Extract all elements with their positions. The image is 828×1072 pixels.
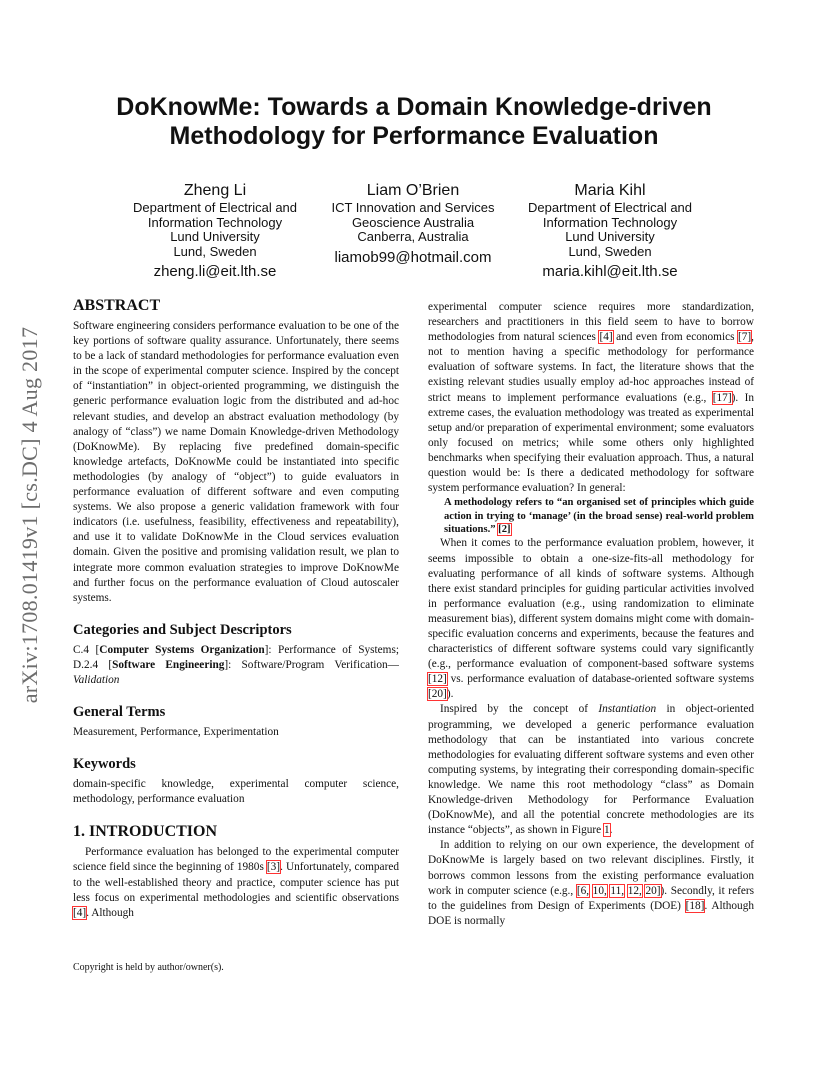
citation-link[interactable]: 20] <box>645 884 661 897</box>
arxiv-stamp <box>10 280 50 750</box>
author-email[interactable]: liamob99@hotmail.com <box>334 248 492 266</box>
general-terms-heading: General Terms <box>73 704 166 721</box>
author-email[interactable]: maria.kihl@eit.lth.se <box>542 263 678 280</box>
citation-link[interactable]: 11, <box>610 884 625 897</box>
citation-link[interactable]: [7] <box>737 331 752 344</box>
body-paragraph: In addition to relying on our own experience, the development of DoKnowMe is largely based on two relevant disciplines. Firstly, it borrows common lessons from the existing performance evaluation work in computer science (e.g., [6, 10, 11, 12, 20]). Secondly, it refers to the guidelines from Design of Experiments (DOE) [18]. Although DOE is normally <box>428 839 755 927</box>
author-affiliation: Information Technology <box>542 214 678 230</box>
author-affiliation: Geoscience Australia <box>351 214 475 230</box>
title-line-1: DoKnowMe: Towards a Domain Knowledge-driven <box>116 93 712 121</box>
citation-link[interactable]: [3] <box>266 861 281 874</box>
author-block-1 <box>115 181 315 281</box>
general-terms-text: Measurement, Performance, Experimentation <box>73 726 279 739</box>
author-affiliation: Lund University <box>565 229 655 244</box>
introduction-heading: 1. INTRODUCTION <box>73 823 218 841</box>
figure-link[interactable]: 1 <box>604 824 610 837</box>
citation-link[interactable]: [2] <box>498 524 511 536</box>
citation-link[interactable]: [4] <box>599 331 613 344</box>
citation-link[interactable]: [17] <box>712 391 732 404</box>
author-affiliation: Information Technology <box>147 214 283 230</box>
author-affiliation: Lund University <box>170 229 260 244</box>
paper-title <box>60 93 768 151</box>
author-affiliation: Department of Electrical and <box>527 200 693 215</box>
keywords-text: domain-specific knowledge, experimental computer science, methodology, performance evaluation <box>73 778 399 806</box>
citation-link[interactable]: 12, <box>627 884 642 897</box>
arxiv-stamp-text: arXiv:1708.01419v1 [cs.DC] 4 Aug 2017 <box>17 326 42 704</box>
categories-text: C.4 [Computer Systems Organization]: Performance of Systems; D.2.4 [Software Engineering]: Software/Program Verification—Validation <box>73 643 399 686</box>
citation-link[interactable]: [20] <box>428 688 447 701</box>
author-affiliation: Lund, Sweden <box>568 243 652 259</box>
author-affiliation: Lund, Sweden <box>173 243 257 259</box>
title-line-2: Methodology for Performance Evaluation <box>169 122 659 150</box>
left-column <box>73 296 399 921</box>
author-affiliation: ICT Innovation and Services <box>331 200 495 215</box>
methodology-quote: A methodology refers to “an organised set of principles which guide action in trying to ‘manage’ (in the broad sense) real-world problem situations.” [2] <box>444 497 754 536</box>
copyright-notice: Copyright is held by author/owner(s). <box>73 962 224 973</box>
author-affiliation: Department of Electrical and <box>132 200 298 215</box>
author-email[interactable]: zheng.li@eit.lth.se <box>153 263 277 280</box>
author-name: Liam O’Brien <box>366 182 460 199</box>
author-name: Maria Kihl <box>574 182 646 199</box>
citation-link[interactable]: [18] <box>685 899 705 912</box>
right-column <box>428 300 754 929</box>
citation-link[interactable]: [6, <box>576 884 590 897</box>
abstract-text: Software engineering considers performance evaluation to be one of the key portions of software quality assurance. Unfortunately, there seems to be a lack of standard methodologies for performance evaluation even in the scope of experimental computer science. Inspired by the concept of “instantiation” in object-oriented programming, we distinguish the generic performance evaluation logic from the distributed and ad-hoc relevant studies, and develop an abstract evaluation methodology (by analogy of “class”) we name Domain Knowledge-driven Methodology (DoKnowMe). By replacing five predefined domain-specific knowledge artefacts, DoKnowMe could be instantiated into specific methodologies (by analogy of “object”) to guide evaluators in performance evaluation of different software and even computing systems. We also propose a generic validation framework with four indicators (i.e. usefulness, feasibility, effectiveness and repeatability), and use it to validate DoKnowMe in the Cloud services evaluation domain. Given the positive and promising validation result, we plan to integrate more common evaluation strategies to improve DoKnowMe and further focus on the performance evaluation of Cloud autoscaler systems. <box>73 320 399 604</box>
author-affiliation: Canberra, Australia <box>357 229 469 244</box>
introduction-paragraph: Performance evaluation has belonged to the experimental computer science field since the beginning of 1980s [3]. Unfortunately, compared to the well-established theory and practice, computer science has put less focus on experimental methodologies and scientific observations [4]. Although <box>73 846 399 919</box>
citation-link[interactable]: [4] <box>73 906 87 919</box>
author-block-3 <box>510 181 710 281</box>
body-paragraph: When it comes to the performance evaluation problem, however, it seems impossible to obtain a one-size-fits-all methodology for evaluating performance of all kinds of software systems. Although there exist standard principles for guiding particular activities involved in performance evaluation (e.g., using randomization to eliminate measurement bias), different system domains might come with domain-specific evaluation concerns and experiments, because the features and characteristics of different software systems could vary significantly (e.g., performance evaluation of component-based software systems [12] vs. performance evaluation of database-oriented software systems [20]). <box>428 537 754 701</box>
citation-link[interactable]: 10, <box>592 884 607 897</box>
author-name: Zheng Li <box>183 182 247 199</box>
author-block-2 <box>313 181 513 267</box>
categories-heading: Categories and Subject Descriptors <box>73 621 292 638</box>
body-paragraph: Inspired by the concept of Instantiation in object-oriented programming, we developed a generic performance evaluation methodology that can be instantiated into various concrete methodologies for evaluating different software systems and even other computing systems, by integrating their corresponding domain-specific knowledge. We name this root methodology “class” as Domain Knowledge-driven Methodology for Performance Evaluation (DoKnowMe), and all the potential concrete methodologies are its instance “objects”, as shown in Figure 1. <box>428 703 754 837</box>
body-paragraph: experimental computer science requires more standardization, researchers and practitioners in this field seem to have to borrow methodologies from natural sciences [4] and even from economics [7], not to mention having a specific methodology for performance evaluation of software systems. In fact, the literature shows that the existing relevant studies usually employ ad-hoc approaches instead of strict means to implement performance evaluations (e.g., [17]). In extreme cases, the evaluation methodology was treated as experimental setup and/or preparation of experimental environment; some evaluators only focused on metrics; while some others only highlighted benchmarks when specifying their evaluation approach. Thus, a natural question would be: Is there a dedicated methodology for software system performance evaluation? In general: <box>428 301 754 495</box>
citation-link[interactable]: [12] <box>428 673 447 686</box>
keywords-heading: Keywords <box>73 756 136 773</box>
abstract-heading: ABSTRACT <box>73 297 161 314</box>
